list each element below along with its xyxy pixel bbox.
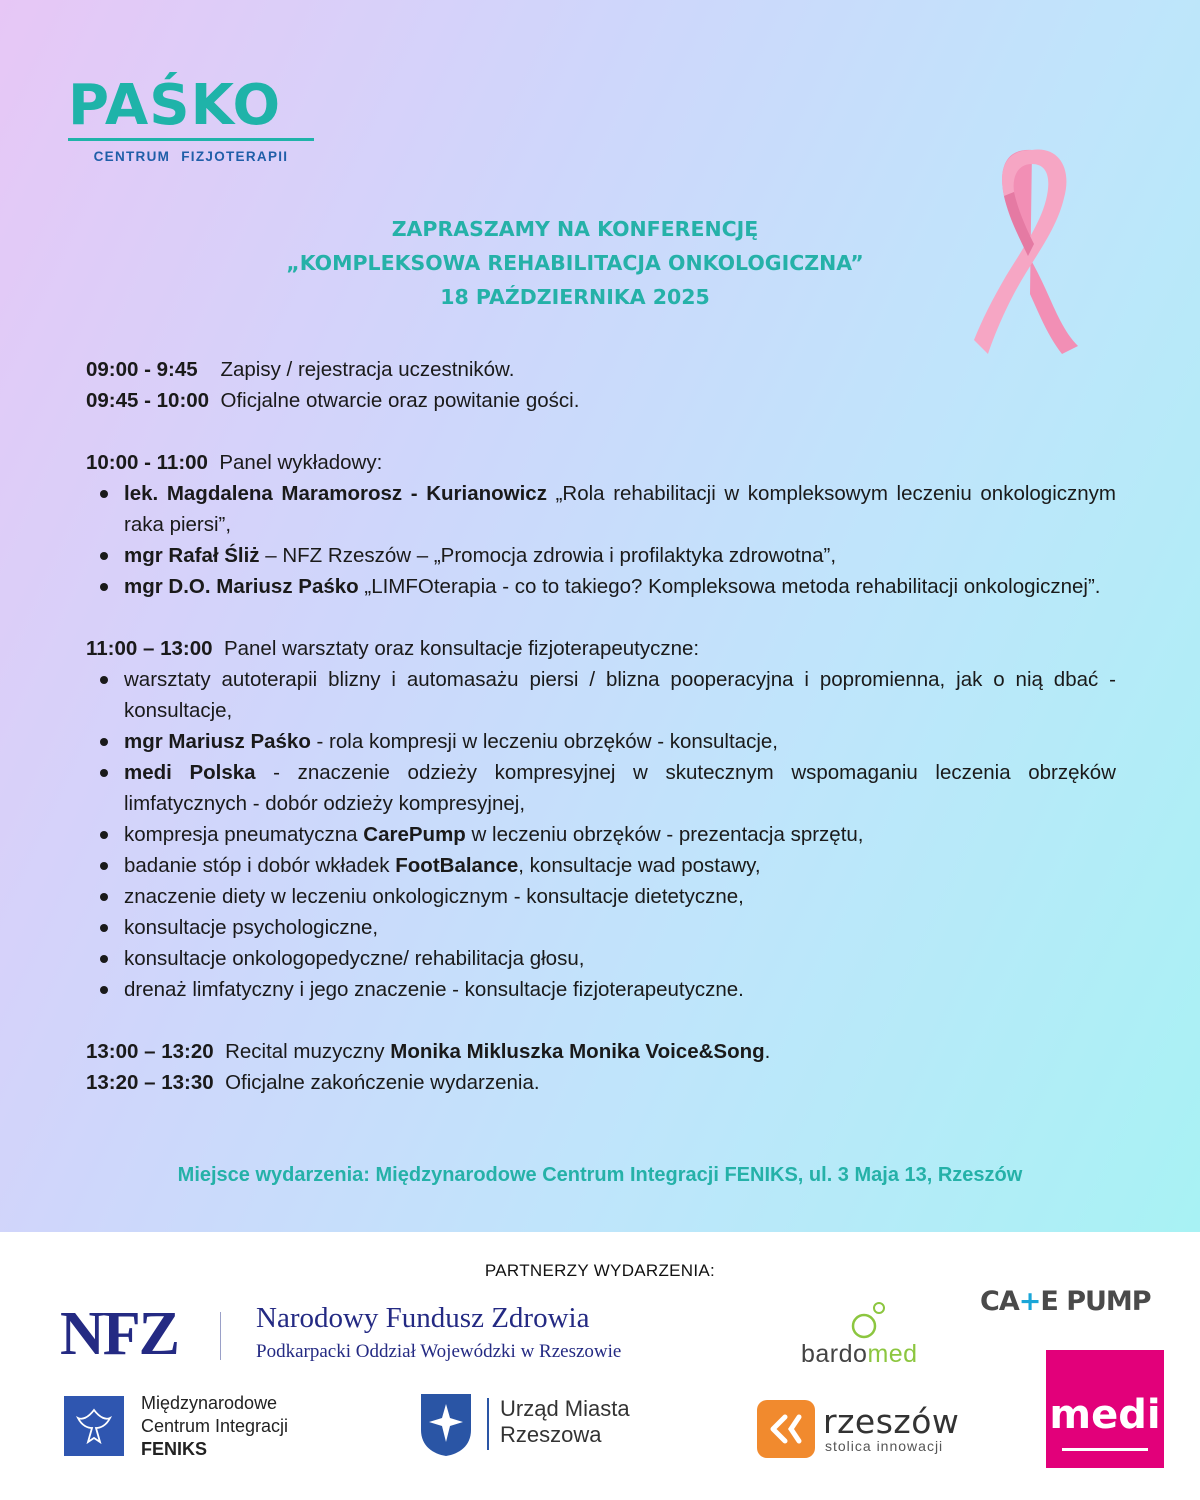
bardomed-logo: bardomed bbox=[796, 1300, 941, 1370]
partners-heading: PARTNERZY WYDARZENIA: bbox=[484, 1261, 716, 1280]
title-line-3: 18 PAŹDZIERNIKA 2025 bbox=[440, 285, 710, 309]
rzeszow-coat-of-arms-icon bbox=[419, 1392, 473, 1458]
list-item: mgr D.O. Mariusz Paśko „LIMFOterapia - co to takiego? Kompleksowa metoda rehabilitacji onkologicznej”. bbox=[124, 571, 1116, 602]
list-item: lek. Magdalena Maramorosz - Kurianowicz „Rola rehabilitacji w kompleksowym leczeniu onkologicznym raka piersi”, bbox=[124, 478, 1116, 540]
title-line-2: „KOMPLEKSOWA REHABILITACJA ONKOLOGICZNA” bbox=[286, 251, 864, 275]
rzeszow-stolica-logo: rzeszów stolica innowacji bbox=[757, 1400, 957, 1460]
list-item: medi Polska - znaczenie odzieży kompresyjnej w skutecznym wspomaganiu leczenia obrzęków limfatycznych - dobór odzieży kompresyjnej, bbox=[124, 757, 1116, 819]
agenda bbox=[86, 354, 1116, 1098]
slot-time: 09:00 - 9:45 bbox=[86, 358, 198, 381]
slot-time: 13:00 – 13:20 bbox=[86, 1040, 214, 1063]
nfz-name: Narodowy Fundusz Zdrowia bbox=[256, 1302, 590, 1334]
agenda-slot bbox=[86, 633, 1116, 664]
slot-time: 13:20 – 13:30 bbox=[86, 1071, 214, 1094]
feniks-logo-text: Międzynarodowe Centrum Integracji FENIKS bbox=[141, 1393, 289, 1459]
pasko-logo bbox=[68, 73, 314, 164]
list-item: znaczenie diety w leczeniu onkologicznym - konsultacje dietetyczne, bbox=[124, 881, 1116, 912]
venue-info: Miejsce wydarzenia: Międzynarodowe Centrum Integracji FENIKS, ul. 3 Maja 13, Rzeszów bbox=[177, 1164, 1023, 1186]
workshop-list bbox=[86, 664, 1116, 1005]
medi-logo: medi bbox=[1046, 1350, 1164, 1468]
list-item: mgr Rafał Śliż – NFZ Rzeszów – „Promocja zdrowia i profilaktyka zdrowotna”, bbox=[124, 540, 1116, 571]
slot-time: 09:45 - 10:00 bbox=[86, 389, 210, 412]
list-item: konsultacje onkologopedyczne/ rehabilitacja głosu, bbox=[124, 943, 1116, 974]
slot-text: Zapisy / rejestracja uczestników. bbox=[220, 358, 515, 381]
bardomed-circles-icon bbox=[848, 1300, 888, 1340]
nfz-mark: NFZ bbox=[60, 1300, 178, 1368]
urzad-miasta-text: Urząd Miasta Rzeszowa bbox=[500, 1396, 630, 1447]
slot-time: 10:00 - 11:00 bbox=[86, 451, 208, 474]
slot-text: Panel wykładowy: bbox=[219, 451, 383, 474]
slot-text: Oficjalne zakończenie wydarzenia. bbox=[225, 1071, 540, 1094]
conference-title bbox=[150, 212, 1000, 314]
agenda-slot bbox=[86, 447, 1116, 478]
list-item: konsultacje psychologiczne, bbox=[124, 912, 1116, 943]
slot-text: Panel warsztaty oraz konsultacje fizjoterapeutyczne: bbox=[223, 637, 700, 660]
nfz-subtitle: Podkarpacki Oddział Wojewódzki w Rzeszowie bbox=[256, 1341, 622, 1362]
list-item: kompresja pneumatyczna CarePump w leczeniu obrzęków - prezentacja sprzętu, bbox=[124, 819, 1116, 850]
list-item: warsztaty autoterapii blizny i automasażu piersi / blizna pooperacyjna i popromienna, jak o nią dbać - konsultacje, bbox=[124, 664, 1116, 726]
slot-text: Oficjalne otwarcie oraz powitanie gości. bbox=[220, 389, 580, 412]
list-item: badanie stóp i dobór wkładek FootBalance, konsultacje wad postawy, bbox=[124, 850, 1116, 881]
agenda-slot bbox=[86, 354, 1116, 385]
slot-time: 11:00 – 13:00 bbox=[86, 637, 213, 660]
agenda-slot bbox=[86, 1067, 1116, 1098]
title-line-1: ZAPRASZAMY NA KONFERENCJĘ bbox=[391, 217, 759, 241]
logo-word: PAŚKO bbox=[68, 73, 282, 138]
feniks-bird-icon bbox=[64, 1396, 124, 1456]
nfz-logo bbox=[60, 1300, 720, 1370]
list-item: mgr Mariusz Paśko - rola kompresji w leczeniu obrzęków - konsultacje, bbox=[124, 726, 1116, 757]
stolica-arrows-icon bbox=[757, 1400, 815, 1458]
carepump-logo: CA+E PUMP bbox=[980, 1286, 1151, 1317]
logo-subtitle: CENTRUM FIZJOTERAPII bbox=[93, 149, 289, 164]
lecture-list bbox=[86, 478, 1116, 602]
logo-underline bbox=[68, 138, 314, 141]
agenda-slot bbox=[86, 385, 1116, 416]
agenda-slot: 13:00 – 13:20 Recital muzyczny Monika Mikluszka Monika Voice&Song. bbox=[86, 1040, 771, 1063]
list-item: drenaż limfatyczny i jego znaczenie - konsultacje fizjoterapeutyczne. bbox=[124, 974, 1116, 1005]
